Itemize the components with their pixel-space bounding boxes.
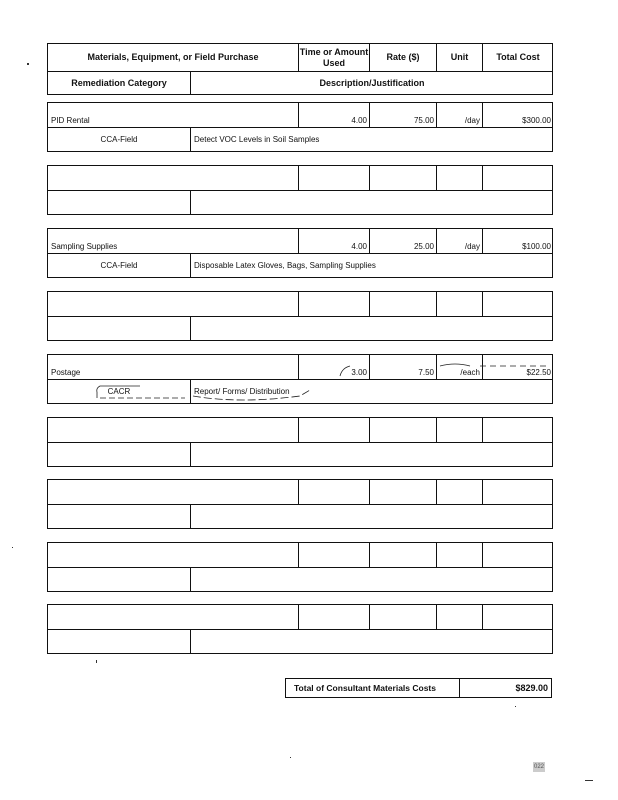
item-rate: 7.50 (418, 368, 434, 377)
item-amount: 3.00 (351, 368, 367, 377)
item-total: $22.50 (526, 368, 551, 377)
item-name: Postage (51, 368, 81, 377)
scan-speck (12, 547, 13, 548)
item-name: PID Rental (51, 116, 90, 125)
total-divider (459, 679, 460, 697)
scan-speck (515, 706, 516, 707)
item-description: Disposable Latex Gloves, Bags, Sampling Supplies (194, 261, 376, 270)
item-unit: /day (464, 242, 480, 251)
item-total: $100.00 (522, 242, 551, 251)
item-name: Sampling Supplies (51, 242, 118, 251)
total-label: Total of Consultant Materials Costs (294, 683, 436, 693)
item-amount: 4.00 (351, 116, 367, 125)
scan-speck (96, 660, 97, 663)
item-category: CCA-Field (100, 135, 138, 144)
item-rate: 75.00 (413, 116, 434, 125)
scan-speck (585, 780, 593, 781)
header-rate: Rate ($) (386, 52, 420, 62)
total-value: $829.00 (515, 683, 548, 693)
item-description: Report/ Forms/ Distribution (194, 387, 290, 396)
item-unit: /each (460, 368, 480, 377)
header-description: Description/Justification (319, 77, 425, 88)
item-description: Detect VOC Levels in Soil Samples (194, 135, 320, 144)
item-total: $300.00 (522, 116, 551, 125)
header-time: Time or Amount Used (299, 46, 369, 68)
scan-speck (290, 757, 291, 758)
header-category: Remediation Category (71, 77, 167, 88)
header-total: Total Cost (496, 52, 540, 62)
item-category: CCA-Field (100, 261, 138, 270)
total-box (285, 678, 552, 698)
item-amount: 4.00 (351, 242, 367, 251)
page-mark: 022 (534, 764, 545, 770)
header-purchase: Materials, Equipment, or Field Purchase (87, 52, 259, 62)
header-unit: Unit (450, 52, 469, 62)
item-unit: /day (464, 116, 480, 125)
scan-speck (27, 63, 29, 65)
item-rate: 25.00 (413, 242, 434, 251)
item-category: CACR (107, 387, 131, 396)
